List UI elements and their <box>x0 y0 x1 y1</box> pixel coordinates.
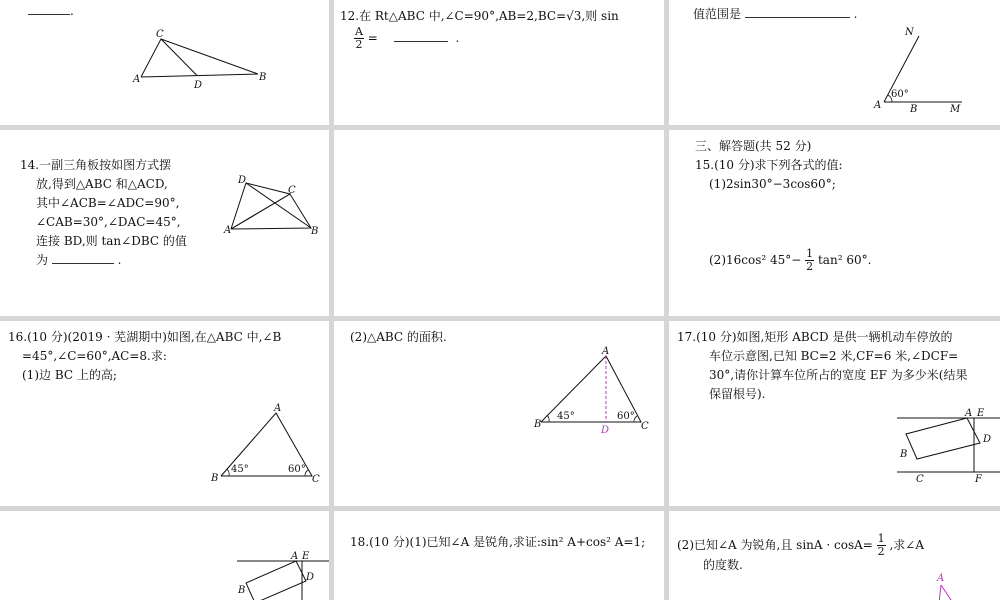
figure-label: F <box>975 474 982 485</box>
figure-label: A <box>874 100 882 111</box>
panel-q16-part2: (2)△ABC 的面积. A B 45° 60° C D <box>334 321 664 506</box>
figure-label: A <box>291 551 299 562</box>
parking-rectangle-figure-partial <box>0 511 329 600</box>
figure-label: B <box>910 104 918 115</box>
triangle-abc-figure <box>0 321 329 506</box>
figure-label: E <box>977 408 985 419</box>
figure-label: B <box>238 585 246 596</box>
figure-label: A <box>602 346 610 357</box>
figure-label: C <box>641 421 649 432</box>
figure-label: D <box>238 175 247 186</box>
figure-label: B <box>211 473 219 484</box>
figure-label: D <box>983 434 992 445</box>
figure-label: A <box>937 573 945 584</box>
panel-q17: 17.(10 分)如图,矩形 ABCD 是供一辆机动车停放的 车位示意图,已知 BC=2 米,CF=6 米,∠DCF= 30°,请你计算车位所占的宽度 EF 为多少米(结果 保留根号). A E D B C F <box>669 321 1000 506</box>
panel-q17-figure-copy <box>0 511 329 600</box>
triangle-boards-figure <box>0 130 329 316</box>
angle-figure-nam <box>669 0 1000 125</box>
figure-label: C <box>156 29 164 40</box>
panel-q14: 14.一副三角板按如图方式摆 放,得到△ABC 和△ACD, 其中∠ACB=∠ADC=90°, ∠CAB=30°,∠DAC=45°, 连接 BD,则 tan∠DBC 的值 为 . D C A B <box>0 130 329 316</box>
figure-label: B <box>259 72 267 83</box>
figure-label: 60° <box>617 411 635 422</box>
figure-label: D <box>194 80 203 91</box>
panel-empty <box>334 130 664 316</box>
figure-label: A <box>274 403 282 414</box>
panel-q12: 12.在 Rt△ABC 中,∠C=90°,AB=2,BC=√3,则 sin $\frac{A}{2}$ = . <box>334 0 664 125</box>
figure-label: A <box>965 408 973 419</box>
section-heading: 三、解答题(共 52 分) <box>695 139 812 153</box>
question-12-text: 12.在 Rt△ABC 中,∠C=90°,AB=2,BC=√3,则 sin <box>340 9 619 23</box>
figure-label: 45° <box>557 411 575 422</box>
panel-q18: 18.(10 分)(1)已知∠A 是锐角,求证:sin² A+cos² A=1; <box>334 511 664 600</box>
fraction-a-over-2: $\frac{A}{2}$ <box>355 25 363 51</box>
figure-label: C <box>312 474 320 485</box>
panel-q13-figure: . C A D B <box>0 0 329 125</box>
figure-label: 60° <box>891 89 909 100</box>
figure-label: B <box>534 419 542 430</box>
panel-q18-part2: (2)已知∠A 为锐角,且 sinA · cosA= $\frac{1}{2}$ ,求∠A 的度数. A <box>669 511 1000 600</box>
fraction-1-over-2: $\frac{1}{2}$ <box>806 247 814 273</box>
triangle-figure-acdb <box>0 0 329 125</box>
figure-label: N <box>905 27 914 38</box>
figure-label: C <box>288 185 296 196</box>
panel-q16: 16.(10 分)(2019 · 芜湖期中)如图,在△ABC 中,∠B =45°,∠C=60°,AC=8.求: (1)边 BC 上的高; A B 45° 60° C <box>0 321 329 506</box>
figure-label: 45° <box>231 464 249 475</box>
figure-label: A <box>224 225 232 236</box>
fraction-1-over-2: $\frac{1}{2}$ <box>877 532 885 558</box>
figure-label: 60° <box>288 464 306 475</box>
figure-label: D <box>601 425 610 436</box>
panel-q13: 值范围是 . N 60° A B M <box>669 0 1000 125</box>
answer-blank <box>394 29 448 42</box>
figure-label: D <box>306 572 315 583</box>
figure-label: B <box>311 226 319 237</box>
figure-label: B <box>900 449 908 460</box>
figure-label: C <box>916 474 924 485</box>
triangle-abc-height-figure <box>334 321 664 506</box>
figure-label: A <box>133 74 141 85</box>
parking-rectangle-figure <box>669 321 1000 506</box>
triangle-figure-partial <box>669 511 1000 600</box>
figure-label: E <box>302 551 310 562</box>
figure-label: M <box>950 104 961 115</box>
panel-q15: 三、解答题(共 52 分) 15.(10 分)求下列各式的值: (1)2sin30°−3cos60°; (2)16cos² 45°− $\frac{1}{2}$ tan² 60°. <box>669 130 1000 316</box>
